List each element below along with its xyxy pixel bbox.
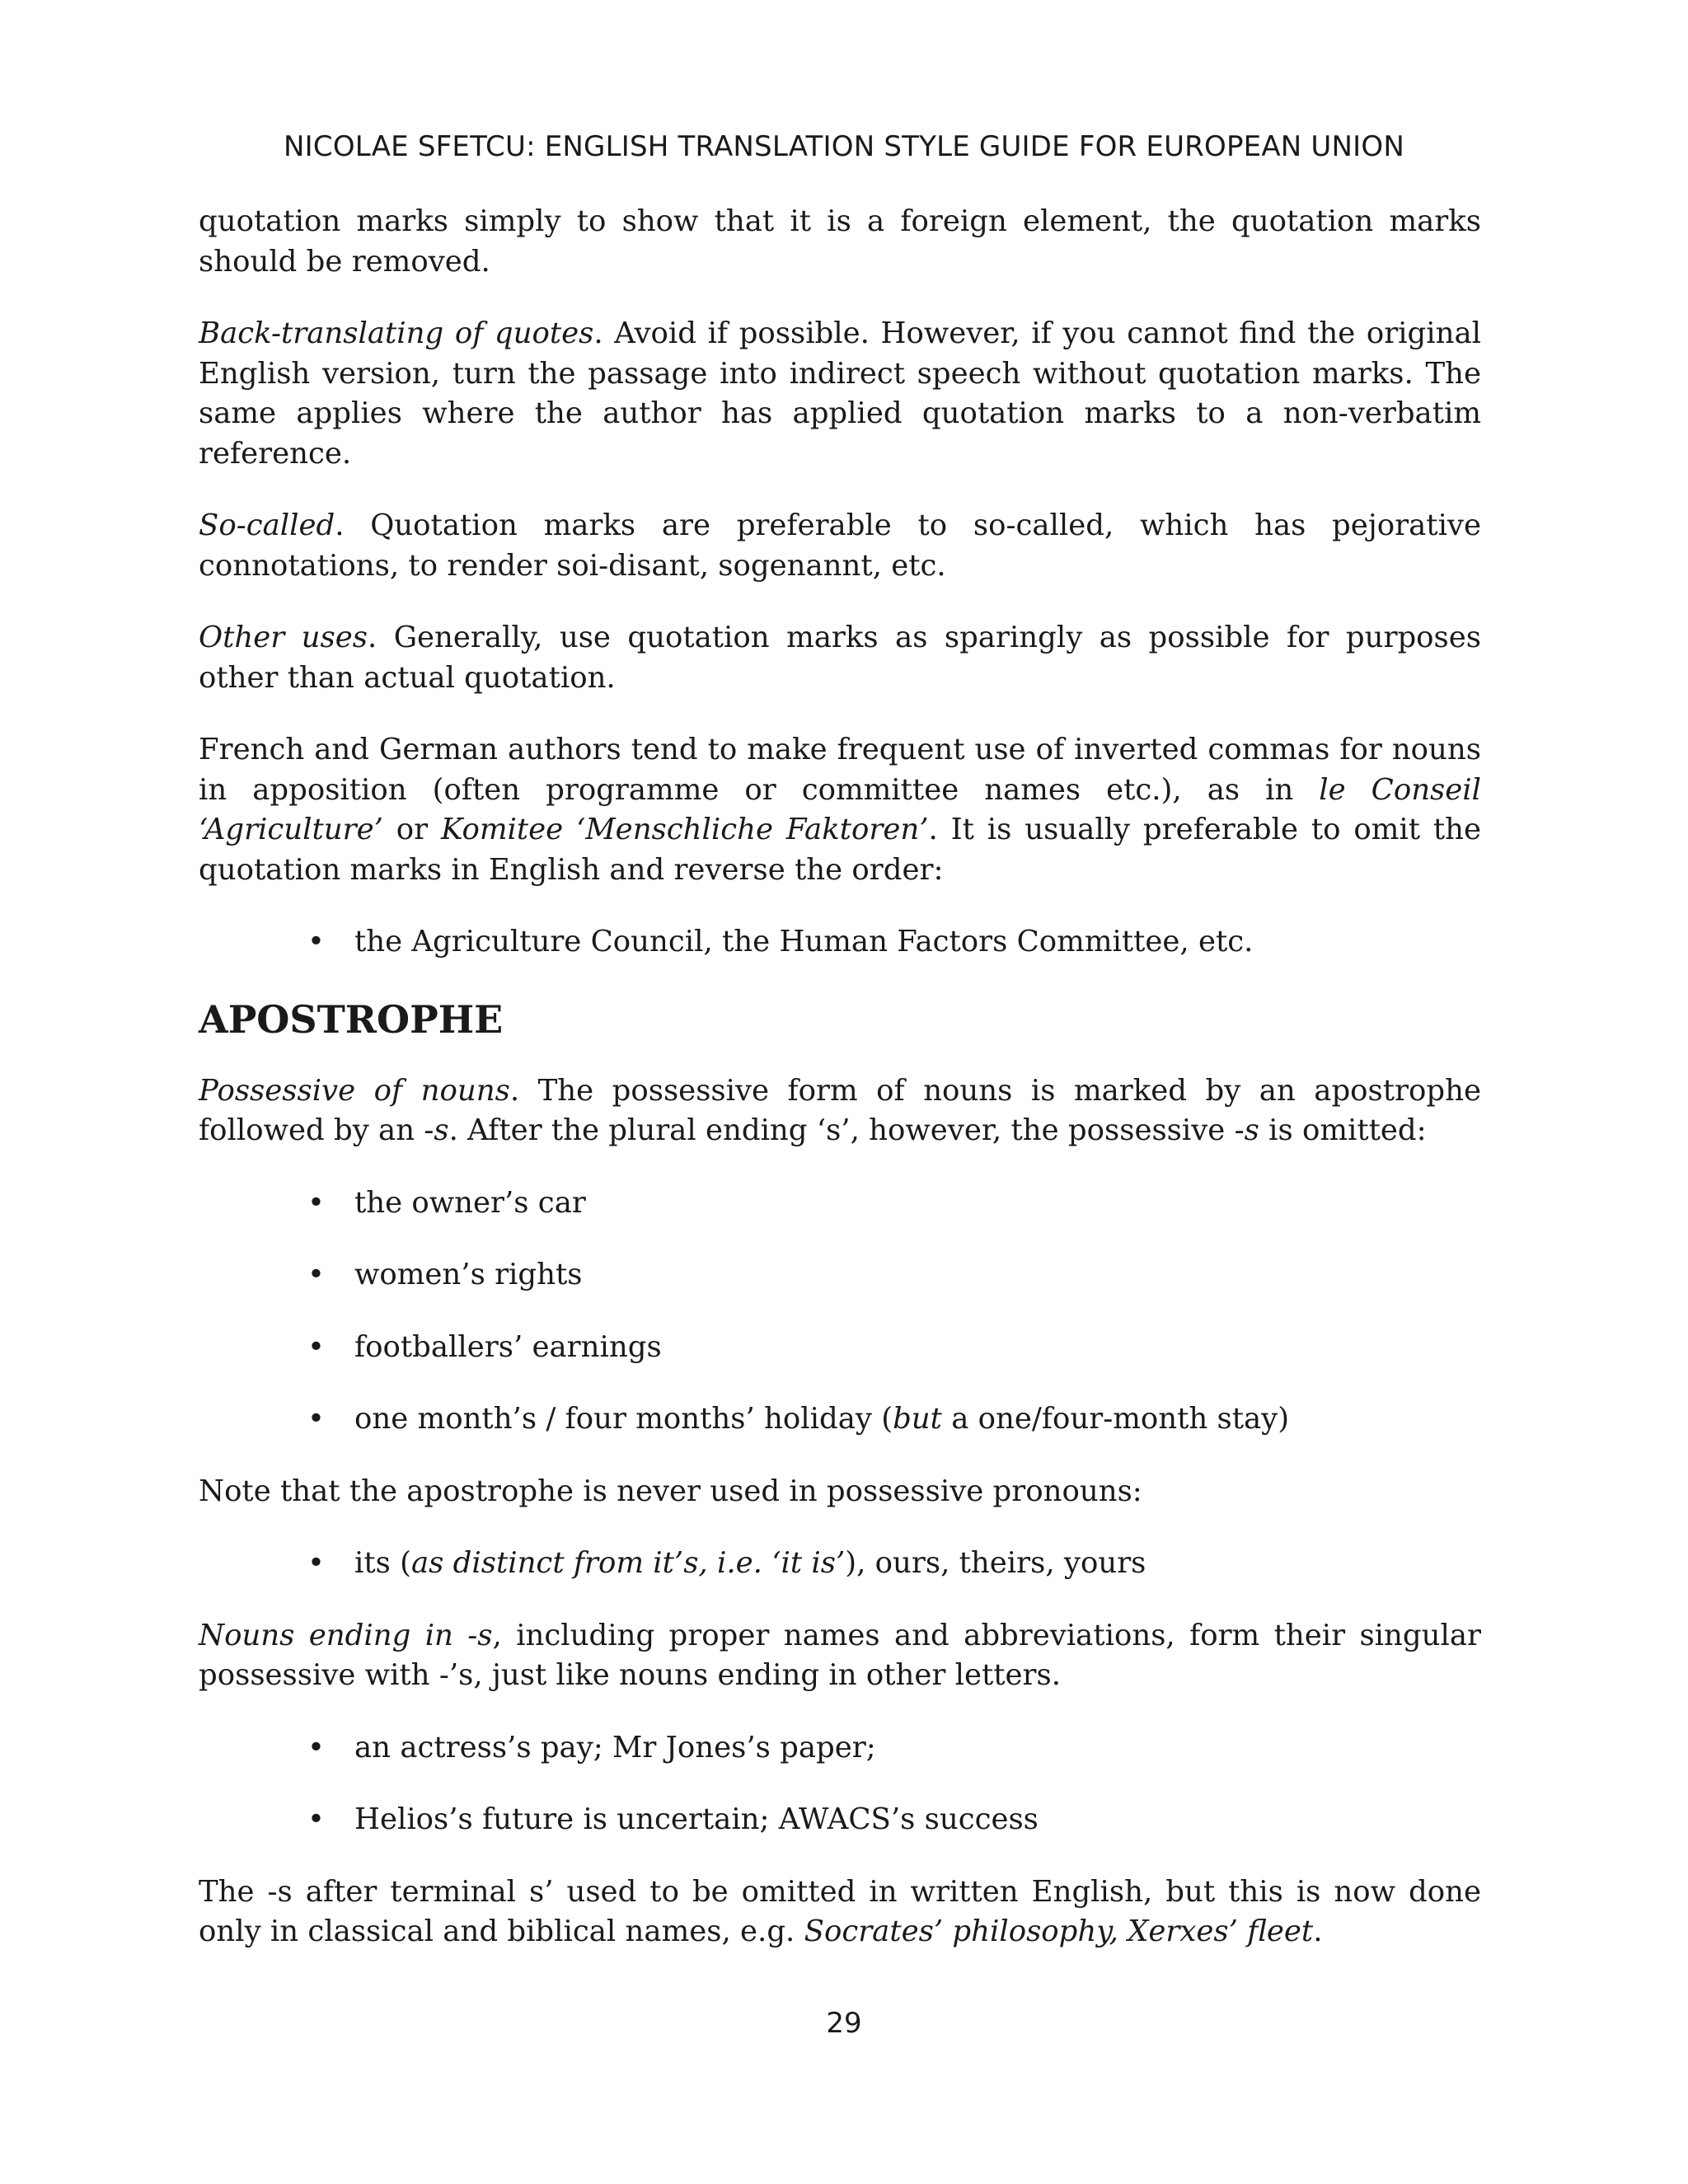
term-back-translating: Back-translating of quotes bbox=[199, 316, 594, 350]
bullet-list-ending-s bbox=[199, 1728, 1481, 1840]
paragraph-terminal-s: The -s after terminal s’ used to be omitted in written English, but this is now done only in classical and biblical names, e.g. Socrates’ philosophy, Xerxes’ fleet. bbox=[199, 1874, 1481, 1948]
paragraph-inverted-commas: French and German authors tend to make frequent use of inverted commas for nouns in apposition (often programme or committee names etc.), as in le Conseil ‘Agriculture’ or Komitee ‘Menschliche Faktoren’. It is usually preferable to omit the quotation marks in English and reverse the order: bbox=[199, 733, 1482, 887]
bullet-icon: • bbox=[307, 1402, 325, 1436]
paragraph-back-translating: Back-translating of quotes. Avoid if possible. However, if you cannot find the original English version, turn the passage into indirect speech without quotation marks. The same applies where the author has applied quotation marks to a non-verbatim reference. bbox=[199, 316, 1481, 471]
bullet-list-possessives bbox=[199, 1183, 1481, 1440]
paragraph-quotation-continued: quotation marks simply to show that it is a foreign element, the quotation marks should be removed. bbox=[199, 204, 1481, 279]
term-other-uses: Other uses bbox=[199, 621, 368, 654]
paragraph-other-uses: Other uses. Generally, use quotation marks as sparingly as possible for purposes other than actual quotation. bbox=[199, 621, 1481, 695]
bullet-icon: • bbox=[307, 1802, 325, 1836]
list-item: • one month’s / four months’ holiday (but a one/four-month stay) bbox=[199, 1399, 1481, 1440]
bullet-icon: • bbox=[307, 1185, 325, 1220]
list-item: • the owner’s car bbox=[199, 1183, 1481, 1224]
running-header: NICOLAE SFETCU: ENGLISH TRANSLATION STYLE GUIDE FOR EUROPEAN UNION bbox=[284, 130, 1404, 163]
list-item: • women’s rights bbox=[199, 1255, 1481, 1296]
list-item: • Helios’s future is uncertain; AWACS’s success bbox=[199, 1800, 1481, 1840]
list-item: • footballers’ earnings bbox=[199, 1328, 1481, 1368]
list-item: • the Agriculture Council, the Human Factors Committee, etc. bbox=[199, 922, 1481, 963]
bullet-icon: • bbox=[307, 1546, 325, 1580]
bullet-list-council bbox=[199, 922, 1481, 963]
term-so-called: So-called bbox=[199, 509, 335, 542]
paragraph-nouns-ending-s: Nouns ending in -s, including proper names and abbreviations, form their singular possessive with -’s, just like nouns ending in other letters. bbox=[199, 1618, 1481, 1692]
list-item: • its (as distinct from it’s, i.e. ‘it is’), ours, theirs, yours bbox=[199, 1544, 1481, 1584]
term-nouns-ending-s: Nouns ending in -s bbox=[199, 1618, 493, 1652]
page-number: 29 bbox=[826, 2007, 862, 2040]
paragraph-so-called: So-called. Quotation marks are preferable to so-called, which has pejorative connotations, to render soi-disant, sogenannt, etc. bbox=[199, 509, 1481, 583]
paragraph-possessive-pronouns: Note that the apostrophe is never used in possessive pronouns: bbox=[199, 1474, 1142, 1508]
bullet-list-pronouns bbox=[199, 1544, 1481, 1584]
section-heading-apostrophe: APOSTROPHE bbox=[199, 996, 504, 1042]
term-possessive-nouns: Possessive of nouns bbox=[199, 1073, 510, 1108]
bullet-icon: • bbox=[307, 1258, 325, 1291]
list-item: • an actress’s pay; Mr Jones’s paper; bbox=[199, 1728, 1481, 1769]
bullet-icon: • bbox=[307, 1329, 325, 1364]
page-body bbox=[199, 202, 1481, 1985]
bullet-icon: • bbox=[307, 925, 325, 958]
paragraph-possessive-nouns: Possessive of nouns. The possessive form of nouns is marked by an apostrophe followed by an -s. After the plural ending ‘s’, however, the possessive -s is omitted: bbox=[199, 1073, 1481, 1147]
bullet-icon: • bbox=[307, 1730, 325, 1765]
